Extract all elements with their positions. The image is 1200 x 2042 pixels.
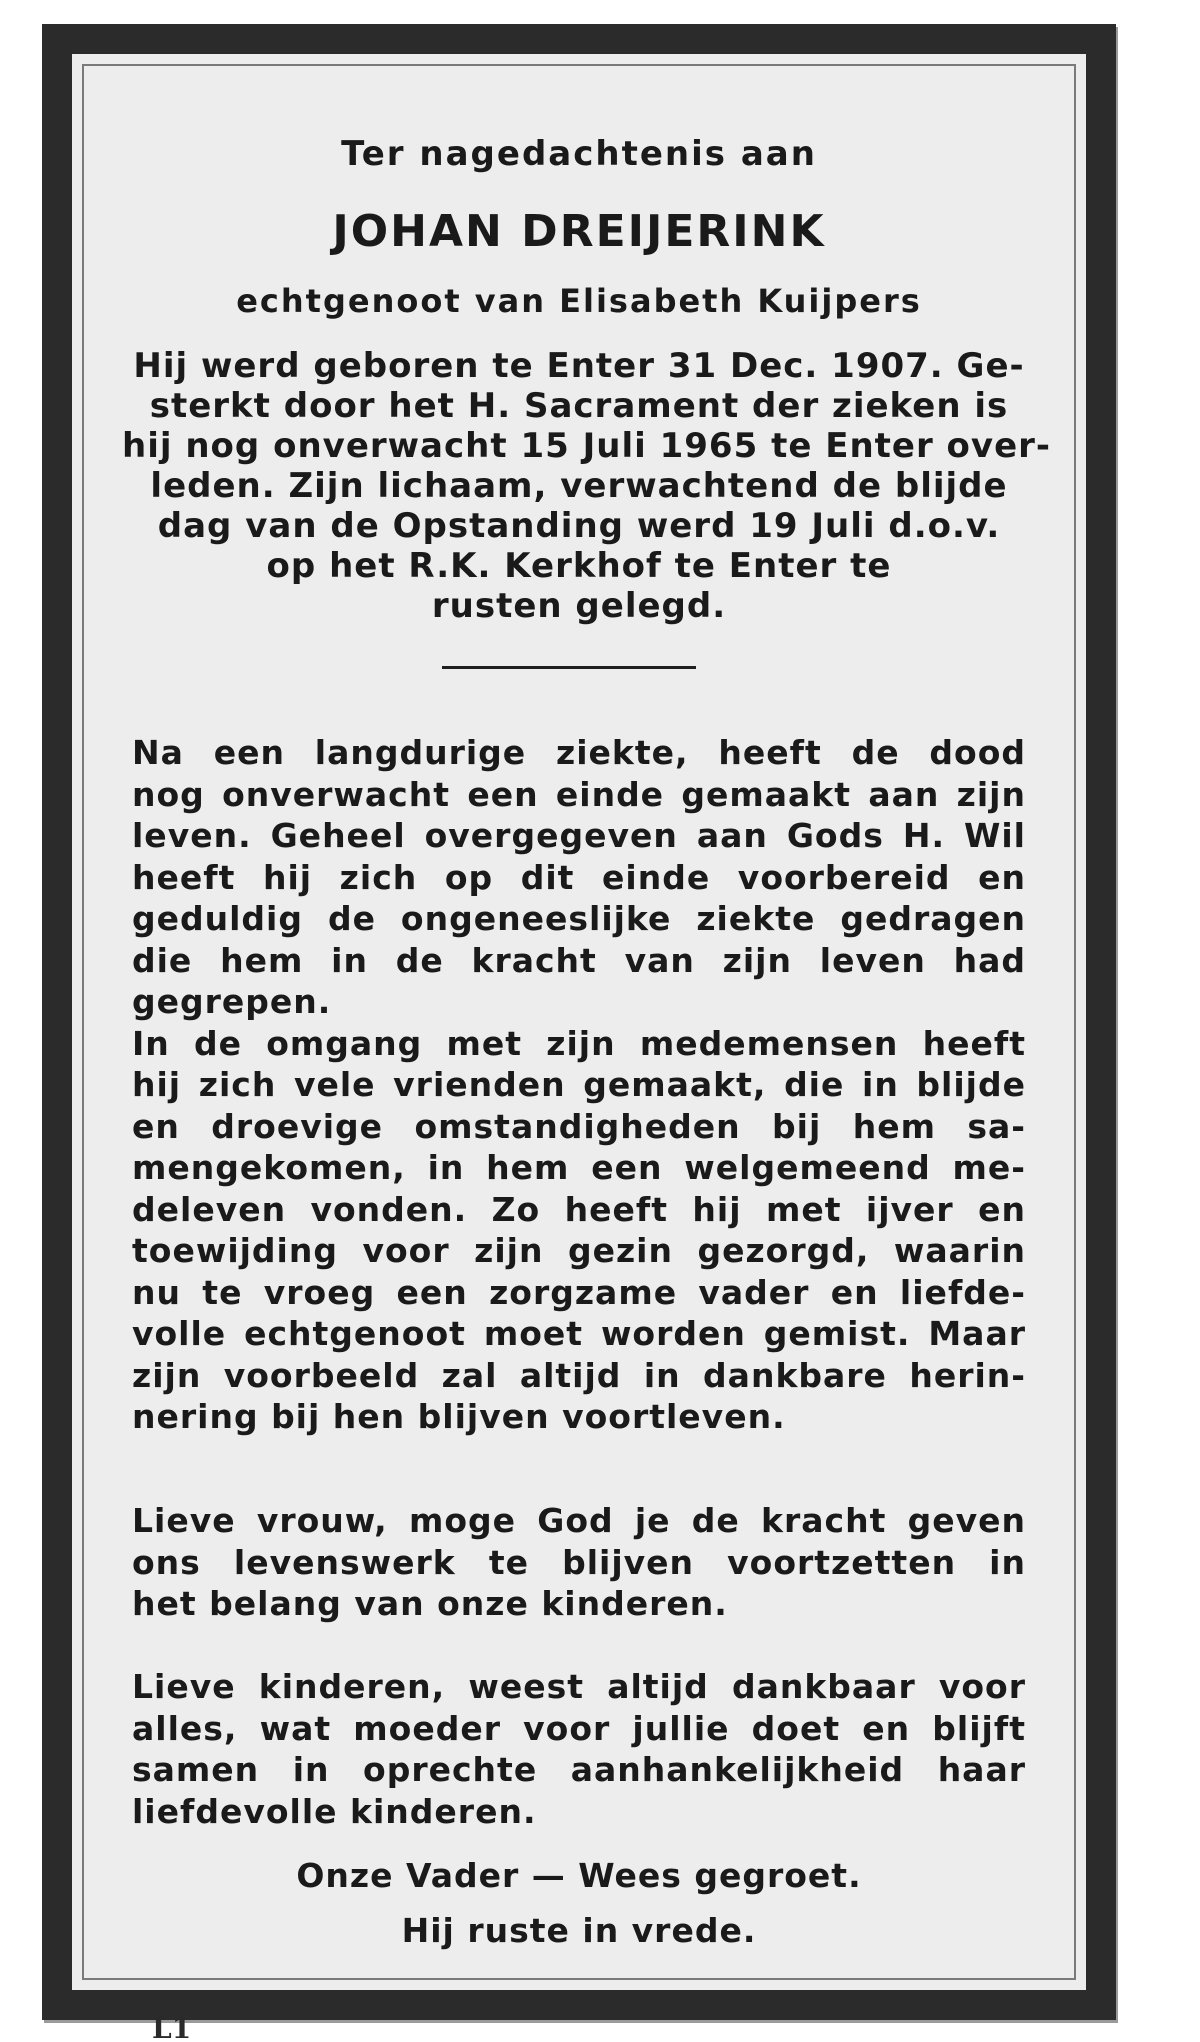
text-line: In de omgang met zijn medemensen heeft (132, 1023, 1026, 1063)
text-line: Na een langdurige ziekte, heeft de dood (132, 733, 1026, 772)
memorial-card (42, 24, 1116, 2042)
text-line: alles, wat moeder voor jullie doet en blijft (132, 1708, 1026, 1748)
text-line: samen in oprechte aanhankelijkheid haar (132, 1750, 1026, 1789)
bio-line: op het R.K. Kerkhof te Enter te (266, 546, 892, 586)
text-line: die hem in de kracht van zijn leven had (132, 940, 1026, 980)
spouse-line: echtgenoot van Elisabeth Kuijpers (236, 282, 922, 320)
bio-line: rusten gelegd. (431, 586, 727, 626)
text-line: nog onverwacht een einde gemaakt aan zijn (132, 774, 1026, 814)
intro-heading: Ter nagedachtenis aan (341, 134, 817, 174)
text-line: nu te vroeg een zorgzame vader en liefde- (132, 1272, 1026, 1312)
text-line: gegrepen. (132, 982, 332, 1021)
text-line: hij zich vele vrienden gemaakt, die in blijde (132, 1065, 1026, 1104)
text-line: heeft hij zich op dit einde voorbereid en (132, 857, 1026, 897)
card-content (72, 54, 1086, 2042)
text-line: ons levenswerk te blijven voortzetten in (132, 1542, 1026, 1582)
rest-in-peace-line: Hij ruste in vrede. (401, 1911, 757, 1950)
text-line: mengekomen, in hem een welgemeend me- (132, 1148, 1026, 1187)
prayer-line: Onze Vader — Wees gegroet. (296, 1856, 862, 1895)
text-line: zijn voorbeeld zal altijd in dankbare herin- (132, 1355, 1026, 1395)
text-line: Lieve kinderen, weest altijd dankbaar voor (132, 1667, 1026, 1706)
text-line: nering bij hen blijven voortleven. (132, 1397, 786, 1436)
bio-line: sterkt door het H. Sacrament der zieken is (149, 386, 1009, 426)
bio-line: hij nog onverwacht 15 Juli 1965 te Enter over- (122, 426, 1052, 466)
text-line: het belang van onze kinderen. (132, 1584, 728, 1623)
paragraph-wife (132, 1500, 1026, 1625)
text-line: volle echtgenoot moet worden gemist. Maar (132, 1314, 1026, 1353)
bio-line: Hij werd geboren te Enter 31 Dec. 1907. Ge- (133, 346, 1025, 386)
biography (122, 346, 1052, 626)
bio-line: dag van de Opstanding werd 19 Juli d.o.v. (157, 506, 1001, 546)
print-code: L1 (152, 2012, 192, 2042)
paragraph-children (132, 1666, 1026, 1832)
text-line: geduldig de ongeneeslijke ziekte gedragen (132, 899, 1026, 938)
text-line: deleven vonden. Zo heeft hij met ijver en (132, 1189, 1026, 1229)
text-line: en droevige omstandigheden bij hem sa- (132, 1106, 1026, 1146)
text-line: leven. Geheel overgegeven aan Gods H. Wil (132, 816, 1026, 855)
divider-rule (442, 666, 696, 669)
deceased-name: JOHAN DREIJERINK (332, 206, 826, 257)
text-line: Lieve vrouw, moge God je de kracht geven (132, 1501, 1026, 1540)
paragraph-tribute (132, 732, 1026, 1438)
text-line: toewijding voor zijn gezin gezorgd, waarin (132, 1231, 1026, 1270)
text-line: liefdevolle kinderen. (132, 1791, 537, 1831)
bio-line: leden. Zijn lichaam, verwachtend de blijde (150, 466, 1008, 506)
